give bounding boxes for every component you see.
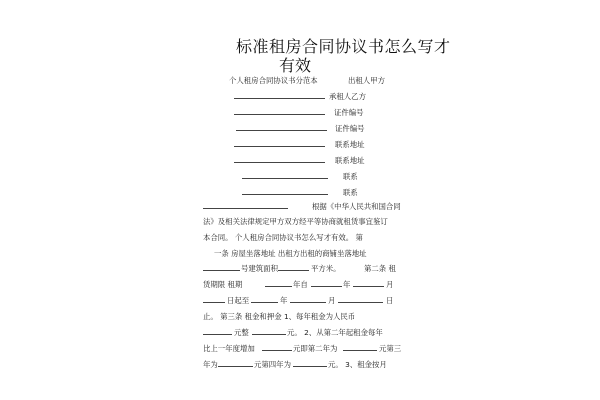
year-label: 年 bbox=[343, 280, 351, 289]
body-line-11: 元。 3、租金按月 bbox=[328, 360, 387, 369]
square-meters-label: 平方米。 bbox=[311, 264, 341, 273]
document-title: 标准租房合同协议书怎么写才 bbox=[236, 37, 451, 56]
id-no-1-label: 证件编号 bbox=[334, 108, 364, 117]
body-line-3: 本合同。 个人租房合同协议书怎么写才有效。 第 bbox=[203, 233, 363, 242]
body-line-4: 一条 房屋坐落地址 出租方出租的商铺坐落地址 bbox=[214, 249, 367, 258]
year-is-label: 年为 bbox=[203, 360, 218, 369]
address-1-blank bbox=[234, 139, 325, 147]
lease-term-label: 赁期限 租期 bbox=[203, 280, 243, 289]
rent-number-blank bbox=[252, 327, 286, 335]
third-year-label: 元第三 bbox=[379, 344, 402, 353]
third-year-blank bbox=[218, 359, 253, 367]
document-title-line-2: 有效 bbox=[279, 56, 312, 75]
end-year-label: 年 bbox=[280, 296, 288, 305]
address-2-label: 联系地址 bbox=[335, 156, 365, 165]
day-to-label: 日起至 bbox=[227, 296, 250, 305]
end-year-blank bbox=[251, 295, 278, 303]
id-no-2-label: 证件编号 bbox=[335, 124, 365, 133]
contact-2-label: 联系 bbox=[343, 188, 358, 197]
preamble-blank bbox=[203, 201, 288, 209]
address-1-label: 联系地址 bbox=[335, 140, 365, 149]
id-no-2-blank bbox=[236, 123, 327, 131]
building-area-label: 号建筑面积 bbox=[241, 264, 278, 273]
body-line-9: 元。 2、从第二年起租金每年 bbox=[287, 328, 383, 337]
party-b-label: 承租人乙方 bbox=[329, 92, 366, 101]
party-b-blank bbox=[234, 91, 325, 99]
year-from-label: 年自 bbox=[293, 280, 308, 289]
body-line-2: 法》及相关法律规定甲方双方经平等协商就租赁事宜鉴订 bbox=[203, 217, 388, 226]
second-year-blank bbox=[343, 343, 377, 351]
end-month-label: 月 bbox=[328, 296, 336, 305]
party-a-label: 出租人甲方 bbox=[348, 76, 385, 85]
body-line-1: 根据《中华人民共和国合同 bbox=[312, 202, 401, 211]
end-day-label: 日 bbox=[386, 296, 394, 305]
fourth-year-label: 元第四年为 bbox=[254, 360, 291, 369]
contact-1-blank bbox=[242, 171, 328, 179]
area-blank bbox=[278, 263, 309, 271]
sample-label: 个人租房合同协议书分范本 bbox=[229, 76, 318, 85]
yuan-whole-label: 元整 bbox=[234, 328, 249, 337]
term-years-blank bbox=[265, 279, 292, 287]
body-line-8: 止。 第三条 租金和押金 1、每年租金为人民币 bbox=[203, 312, 356, 321]
increase-blank bbox=[262, 343, 292, 351]
start-day-blank bbox=[203, 295, 225, 303]
start-year-blank bbox=[311, 279, 342, 287]
rent-amount-blank bbox=[203, 327, 232, 335]
second-year-label: 元即第二年为 bbox=[293, 344, 338, 353]
start-month-blank bbox=[353, 279, 384, 287]
contact-1-label: 联系 bbox=[343, 172, 358, 181]
article-two-label: 第二条 租 bbox=[364, 264, 396, 273]
contact-2-blank bbox=[242, 187, 328, 195]
month-label: 月 bbox=[386, 280, 394, 289]
area-address-blank bbox=[203, 263, 240, 271]
fourth-year-blank bbox=[293, 359, 327, 367]
id-no-1-blank bbox=[234, 107, 325, 115]
address-2-blank bbox=[234, 155, 325, 163]
end-month-blank bbox=[290, 295, 326, 303]
end-day-blank bbox=[338, 295, 383, 303]
increase-label: 比上一年度增加 bbox=[203, 344, 255, 353]
